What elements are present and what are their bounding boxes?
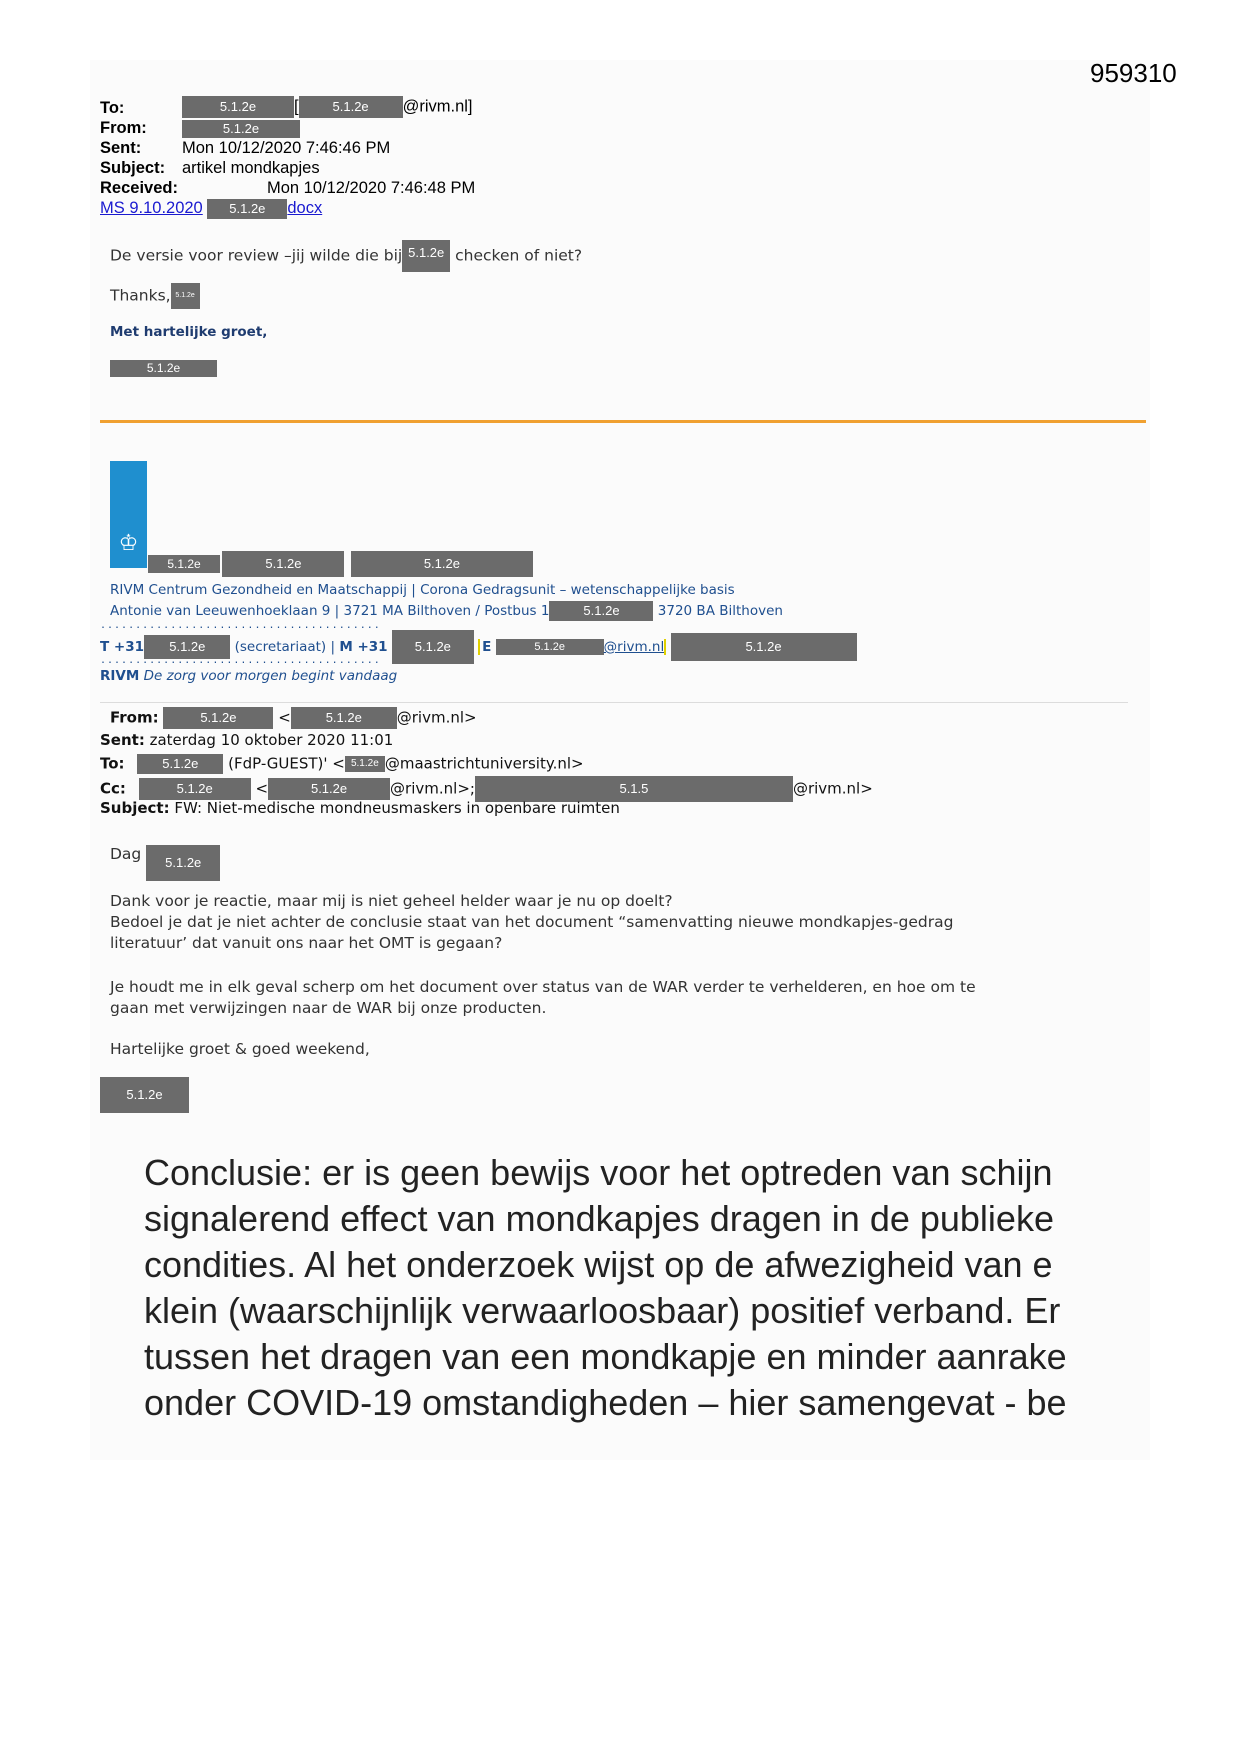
from-row — [182, 118, 300, 138]
phone-label: T +31 — [100, 639, 145, 655]
salutation — [110, 845, 220, 881]
address-end: 3720 BA Bilthoven — [657, 603, 783, 619]
redaction-box: 5.1.2e — [671, 633, 857, 661]
redaction-box: 5.1.2e — [268, 778, 390, 800]
received-value: Mon 10/12/2020 7:46:48 PM — [267, 179, 476, 197]
redaction-box: 5.1.2e — [148, 555, 220, 573]
redaction-box: 5.1.2e — [222, 551, 344, 577]
redaction-box: 5.1.2e — [496, 639, 604, 655]
sender-name — [100, 1077, 189, 1113]
message-line: Dank voor je reactie, maar mij is niet geheel helder waar je nu op doelt? — [110, 892, 673, 910]
sent-value: Mon 10/12/2020 7:46:46 PM — [182, 139, 391, 157]
document-number: 959310 — [1090, 58, 1177, 88]
received-label: Received: — [100, 179, 178, 197]
separator-line — [100, 420, 1146, 423]
sent-label: Sent: — [100, 139, 142, 157]
fwd-to-suffix: @maastrichtuniversity.nl> — [384, 754, 584, 773]
attachment-suffix[interactable]: docx — [287, 199, 323, 217]
to-row — [182, 96, 473, 118]
redaction-box: 5.1.5 — [475, 776, 793, 802]
redaction-box: 5.1.2e — [139, 778, 251, 800]
attachment-prefix[interactable]: MS 9.10.2020 — [100, 199, 203, 217]
fwd-subject — [100, 799, 620, 817]
fwd-to — [100, 754, 584, 774]
from-label: From: — [100, 119, 147, 137]
closing: Hartelijke groet & goed weekend, — [110, 1040, 370, 1058]
redaction-box: 5.1.2e — [291, 707, 397, 729]
fwd-subject-label: Subject: — [100, 799, 170, 817]
dag-text: Dag — [110, 845, 142, 863]
address-text: Antonie van Leeuwenhoeklaan 9 | 3721 MA Bilthoven / Postbus 1 — [110, 603, 550, 619]
email-label: E — [478, 639, 491, 655]
signature-name — [110, 360, 217, 378]
mobile-label: M +31 — [339, 639, 388, 655]
redaction-box: 5.1.2e — [182, 96, 294, 118]
redaction-box: 5.1.2e — [171, 283, 200, 309]
fwd-subject-value: FW: Niet-medische mondneusmaskers in openbare ruimten — [174, 799, 620, 817]
fwd-to-mid: (FdP-GUEST)' < — [228, 754, 345, 773]
email-link[interactable]: @rivm.nl — [603, 639, 665, 655]
redaction-box: 5.1.2e — [207, 199, 287, 219]
thanks-line — [110, 283, 200, 309]
signature-address — [110, 601, 783, 621]
angle-bracket: < — [255, 779, 269, 798]
conclusion-line: tussen het dragen van een mondkapje en minder aanrake — [144, 1336, 1067, 1377]
redaction-box: 5.1.2e — [392, 630, 474, 664]
conclusion-line: Conclusie: er is geen bewijs voor het optreden van schijn — [144, 1152, 1053, 1193]
crest-icon: ♔ — [118, 530, 139, 555]
subject-value: artikel mondkapjes — [182, 159, 320, 177]
message-line: literatuur’ dat vanuit ons naar het OMT is gegaan? — [110, 934, 503, 952]
to-label: To: — [100, 99, 125, 117]
redaction-box: 5.1.2e — [402, 240, 450, 272]
fwd-from — [110, 707, 477, 729]
fwd-cc-mid: @rivm.nl>; — [390, 779, 475, 798]
redaction-box: 5.1.2e — [299, 96, 403, 118]
signature-department: RIVM Centrum Gezondheid en Maatschappij | Corona Gedragsunit – wetenschappelijke basis — [110, 582, 735, 598]
message-paragraph-2 — [110, 977, 976, 1019]
attachment-link[interactable] — [100, 198, 322, 219]
subject-label: Subject: — [100, 159, 166, 177]
fwd-cc-suffix: @rivm.nl> — [792, 779, 873, 798]
dotted-divider: ........................................ — [100, 655, 381, 666]
fwd-cc-label: Cc: — [100, 779, 126, 798]
motto-rivm: RIVM — [100, 668, 140, 684]
fwd-to-label: To: — [100, 754, 125, 773]
reply-text-end: checken of niet? — [455, 246, 583, 265]
motto — [100, 668, 397, 684]
conclusion-line: condities. Al het onderzoek wijst op de afwezigheid van e — [144, 1244, 1053, 1285]
redaction-box: 5.1.2e — [144, 635, 230, 659]
angle-bracket: < — [278, 708, 291, 727]
fwd-sent-value: zaterdag 10 oktober 2020 11:01 — [149, 731, 394, 749]
redaction-box: 5.1.2e — [351, 551, 533, 577]
message-line: Bedoel je dat je niet achter de conclusie staat van het document “samenvatting nieuwe mondkapjes-gedrag — [110, 913, 954, 931]
greeting: Met hartelijke groet, — [110, 324, 268, 340]
conclusion-line: onder COVID-19 omstandigheden – hier samengevat - be — [144, 1382, 1067, 1423]
fwd-from-label: From: — [110, 708, 159, 727]
redaction-box: 5.1.2e — [549, 601, 653, 621]
reply-line — [110, 240, 582, 272]
fwd-sent-label: Sent: — [100, 731, 145, 749]
dotted-divider: ........................................ — [100, 620, 381, 631]
redaction-box: 5.1.2e — [163, 707, 273, 729]
redaction-box: 5.1.2e — [110, 360, 217, 377]
conclusion-line: klein (waarschijnlijk verwaarloosbaar) positief verband. Er — [144, 1290, 1061, 1331]
thanks-text: Thanks, — [110, 286, 171, 305]
fwd-sent — [100, 731, 393, 749]
secretariaat-text: (secretariaat) | — [234, 639, 336, 655]
signature-names — [148, 551, 533, 577]
conclusion-excerpt — [144, 1150, 1146, 1426]
redaction-box: 5.1.2e — [182, 120, 300, 138]
redaction-box: 5.1.2e — [146, 845, 220, 881]
bracket: [ — [294, 97, 299, 116]
to-email-suffix: @rivm.nl] — [402, 97, 473, 116]
conclusion-line: signalerend effect van mondkapjes dragen in de publieke — [144, 1198, 1054, 1239]
fwd-from-suffix: @rivm.nl> — [396, 708, 477, 727]
motto-text: De zorg voor morgen begint vandaag — [143, 668, 398, 684]
thin-separator — [100, 702, 1128, 703]
message-line: gaan met verwijzingen naar de WAR bij onze producten. — [110, 999, 547, 1017]
redaction-box: 5.1.2e — [137, 754, 223, 774]
message-line: Je houdt me in elk geval scherp om het document over status van de WAR verder te verhelderen, en hoe om te — [110, 978, 976, 996]
redaction-box: 5.1.2e — [345, 756, 385, 772]
reply-text: De versie voor review –jij wilde die bij — [110, 246, 403, 265]
message-paragraph-1 — [110, 891, 953, 954]
redaction-box: 5.1.2e — [100, 1077, 189, 1113]
